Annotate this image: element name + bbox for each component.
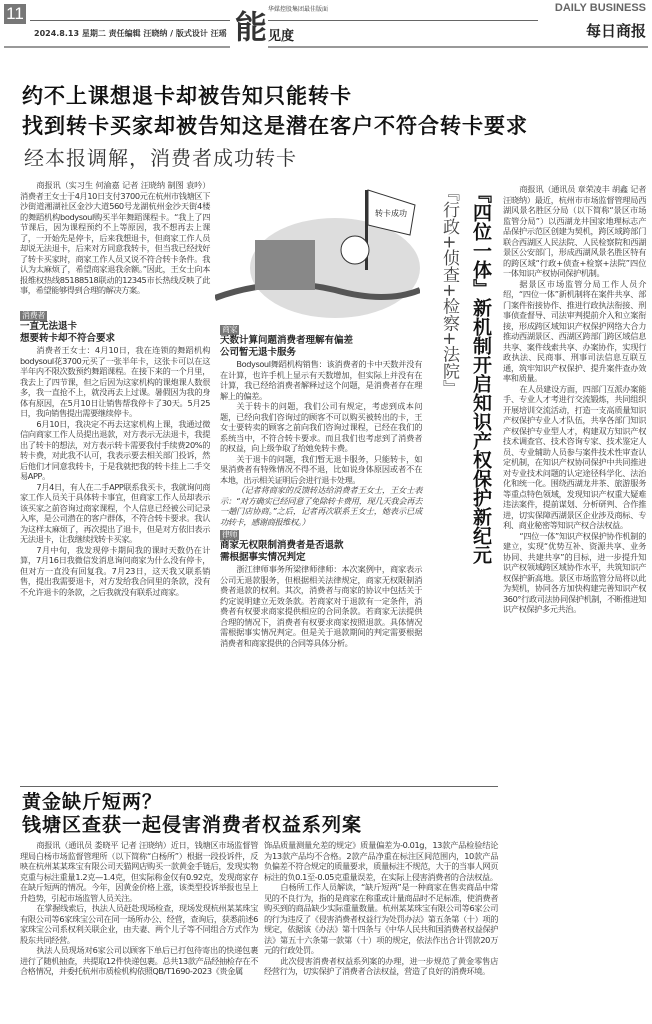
header-rule [268, 20, 538, 21]
sign-text: 转卡成功 [375, 209, 407, 218]
headline-1: 约不上课想退卡却被告知只能转卡 [22, 84, 352, 108]
consumer-section: 消费者 一直无法退卡 想要转卡却不符合要求 消费者王女士：4月10日，我在连锁的舞蹈机构bodysoul花3700元买了一张半年卡，这张卡可以在这半年内不限次数预约舞蹈课程。在接下来的一个月里，我去上了四节课，但之后因为这家机构的课炮课人数很多，我一直抢不上，就没再去上过课。暑假因为我的身体有原因，在5月10日让销售帮我停卡了30天。5月25日，我向销售提出需要继续停卡。 6月10日，我决定不再去这家机构上课，我通过微信向商家工作人员提出退款，对方表示无法退卡，我提出了转卡的想法，对方表示转卡需要我付手续费20%的转卡费，对此我不认可，我表示要去相关部门投诉，然后他们才同意我转卡，于是我就把我的转卡挂上二手交易APP。 7月4日，有人在二手APP联系我买卡，我就询问商家工作人员关于具体转卡事宜，但商家工作人员却表示该买家之前咨询过商家课程，个人信息已经被公司记录入库，是公司潜在的客户群体，不符合转卡要求。我认为这样太麻烦了，再次提出了退卡，但是对方依旧表示无法退卡，让我继续找转卡买家。 7月中旬，我发现停卡期间我的课时天数仍在计算，7月16日我微信发消息询问商家为什么没有停卡，但对方一直没有回复我。7月23日，这天我又联系销售，提出我需要退卡，对方发给我合同里的条款，没有不允许退卡的条款，之后我就没有联系过商家。 [20, 311, 210, 597]
section-tag: 商家 [222, 325, 238, 334]
section-title: 见度 [268, 29, 295, 44]
divider [20, 786, 498, 787]
story2-body: 商报讯（通讯员 章荣凌丰 胡鑫 记者 汪晓纳）最近，杭州市市场监督管理局西湖风景名胜区分局（以下简称“景区市场监管分局”）以西湖龙井国家地理标志产品保护示范区创建为契机，跨区域跨部门联合西湖区人民法院、人民检察院和西湖景区公安部门，形成西湖风景名胜区特有的跨区域“行政+侦查+检察+法院”四位一体知识产权协同保护机制。 据景区市场监管分局工作人员介绍，“四位一体”新机制将在案件共享、部门案件衔接协作、推进行政执法衔接、刑事侦查督导、司法审判提前介入和立案衔接，形成跨区域知识产权保护网络大合力推动西湖景区、西湖区跨部门跨区域信息共享、案件线索共享、办案协作，实现行政执法、民商事、刑事司法信息互联互通，筑牢知识产权保护、提升案件查办效率和质量。 在人员建设方面，四部门互派办案能手、专业人才考进行交流锻炼，共同组织开展培训交流活动，打造一支高质量知识产权保护专业人才队伍，共享各部门知识产权保护专业型人才，构建双方知识产权技术调查官、技术咨询专家、技术鉴定人员、专业辅助人员参与案件技术性审查认定机制，在知识产权协同保护中共同推进对专业技术问题的认定途径科学化、法治化和统一化。围绕西湖龙井茶、旅游服务等重点特色领域，发现知识产权重大疑难违法案件，提前谋划、分析研判、合作推进，切实保障西湖景区企业涉及商标、专利、商业秘密等知识产权合法权益。 “四位一体”知识产权保护协作机制的建立，实现“优势互补、资源共享、业务协同、共建共享”的目标，进一步提升知识产权领域跨区域协作水平，共筑知识产权保护新高地。景区市场监管分局将以此为契机，协同各方加快构建完善知识产权360°行政司法协同保护机制，不断推进知识产权保护多元共治。 [503, 184, 646, 614]
brand-cn: 每日商报 [585, 22, 646, 40]
subtitle: 经本报调解，消费者成功转卡 [24, 146, 297, 170]
section-tag: 律师 [222, 530, 238, 539]
header-bar [268, 46, 648, 48]
section-title: 需根据事实情况判定 [220, 552, 306, 563]
headline-gold: 黄金缺斤短两？ [22, 791, 163, 813]
date-line: 2024.8.13 星期二 责任编辑 汪晓纳 / 版式设计 汪瑶 [34, 29, 227, 38]
section-tag: 消费者 [22, 311, 45, 320]
brand-en: DAILY BUSINESS [554, 2, 646, 14]
story3-col1: 商报讯（通讯员 娄晓平 记者 汪晓纳）近日，钱塘区市场监督管理局白杨市场监督管理所（以下简称“白杨所”）根据一段投诉件，反映在杭州某某珠宝有限公司天猫网店购买一款黄金手链后，发现实物克重与标注重量1.2克—1.4克，但实际称金仅有0.92克，发现商家存在缺斤短两的情况。今年，因黄金价格上涨，该类型投诉举报也呈上升趋势，引起市场监管人员关注。 在掌握线索后，执法人员赶赴现场检查，现场发现杭州某某珠宝有限公司等6家珠宝公司在同一场所办公、经营，查询后，获悉前述6家珠宝公司系权利关联企业，由夫妻、两个儿子等不同组合方式作为股东共同经营。 执法人员现场对6家公司以顾客下单后已打包待寄出的快递包裹进行了随机抽查，共提取12件快递包裹。总共13款产品经抽检存在不合格情况，并委托杭州市质检机构依照QB/T1690-2023《贵金属 [20, 840, 258, 976]
header-rule [30, 20, 230, 21]
headline-gold-2: 钱塘区查获一起侵害消费者权益系列案 [22, 814, 363, 836]
section-title: 公司暂无退卡服务 [220, 347, 297, 358]
section-char: 能 [235, 8, 268, 46]
section-title: 天数计算问题消费者理解有偏差 [220, 335, 354, 346]
section-title: 商家无权限制消费者是否退款 [220, 540, 344, 551]
vertical-headline: 『四位一体』新机制开启知识产权保护新纪元 [470, 184, 492, 564]
merchant-section: 商家 天数计算问题消费者理解有偏差 公司暂无退卡服务 Bodysoul舞蹈机构销售：该消费者的卡中天数并没有在计算，也许手机上显示有天数增加，但实际上并没有在计算，我已经给消费者解释过这个问题，是消费者存在理解上的偏差。 关于转卡的问题，我们公司有规定，考虑到成本问题，已经向我们咨询过的顾客不可以购买被转出的卡，王女士要转卖的顾客之前向我们咨询过课程，已经在我们的系统当中，不符合转卡要求。而且我们也考虑到了消费者的权益，向上级争取了给她免转卡费。 关于退卡的问题，我们暂无退卡服务，只能转卡，如果消费者有特殊情况不得不退，比如说身体原因或者不在本地，出示相关证明后会进行退卡处理。 （记者将商家的反馈转达给消费者王女士，王女士表示：“对方确实已经同意了免除转卡费用，现几天我会再去一趟门店协商。”之后，记者再次联系王女士，她表示已成功转卡，感谢商报维权。） 律师 商家无权限制消费者是否退款 需根据事实情况判定 浙江律师事务所梁律师律师：本次案例中，商家表示公司无退款服务，但根据相关法律规定，商家无权限制消费者退款的权利。其次，消费者与商家的协议中包括关于约定说明建立无效条款。若商家对于退款有一定条件，消费者有权要求商家提供相应的合同条款。若商家无法提供合理的情况下，消费者有权要求商家按照退款。具体情况需根据事实情况判定。但是关于退款期间的判定需要根据消费者和商家提供的合同等具体分析。 [220, 325, 422, 648]
page-number: 11 [4, 4, 26, 24]
illustration [215, 180, 420, 318]
section-title: 想要转卡却不符合要求 [20, 333, 116, 344]
header-bar [4, 46, 230, 48]
group-line: 华媒控股集团最佳版面 [268, 6, 329, 13]
section-title: 一直无法退卡 [20, 321, 78, 332]
lead-paragraph: 商报讯（实习生 何渝嘉 记者 汪晓纳 制图 袁吟）消费者王女士于4月10日支付3700元在杭州市钱塘区下沙街道湘湖社区金沙大道560号龙湖杭州金沙天街4楼的舞蹈机构bodysoul购买半年舞蹈课程卡。“我上了四节课后，因为课程预约不上等原因，我不想再去上课了，一开始先是停卡，后来我想退卡，但商家工作人员却说无法退卡，后来对方同意我转卡，但当我已经找好了转卡买家时，商家工作人员又说不符合转卡条件。我认为太麻烦了，希望商家退我余额。”因此，王女士向本报维权热线85188518联动的12345市长热线反映了此事，希望能够得到合理的解决方案。 [20, 180, 210, 295]
story3-col2: 饰品质量测量允差的规定》质量偏差为-0.01g，13款产品检验结论为13款产品均不合格。2款产品净重在标注区间范围内，10款产品负偏差不符合规定的质量要求，质量标注不规范，大于的当事人网页标注的负0.1至-0.05克重量误差，在实际上侵害消费者的合法权益。 白杨所工作人员解读，“缺斤短两”是一种商家在售卖商品中常见的不良行为，指的是商家在称重或计量商品时不足标准，使消费者购买到的商品缺少实际重量数量。杭州某某珠宝有限公司等6家公司的行为违反了《侵害消费者权益行为处罚办法》第五条第（十）项的规定，依据该《办法》第十四条与《中华人民共和国消费者权益保护法》第五十六条第一款第（十）项的规定，依法作出合计罚款20万元的行政处罚。 此次侵害消费者权益系列案的办理，进一步规范了黄金零售店经营行为，切实保护了消费者合法权益，营造了良好的消费环境。 [264, 840, 498, 976]
vertical-subtitle: 『行政+侦查+检察+法院』 [439, 184, 459, 397]
headline-2: 找到转卡买家却被告知这是潜在客户不符合转卡要求 [22, 114, 528, 138]
